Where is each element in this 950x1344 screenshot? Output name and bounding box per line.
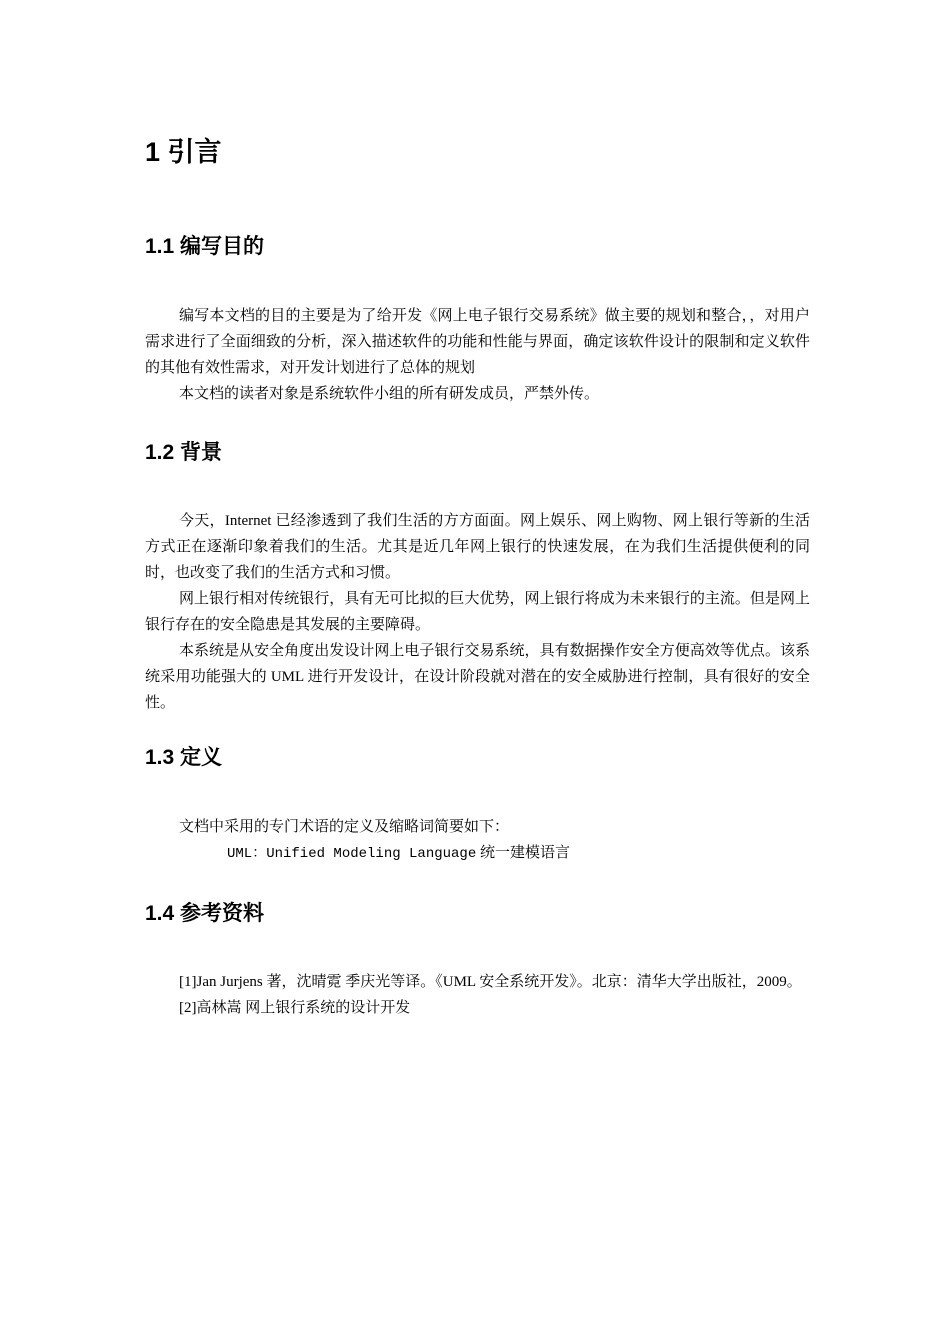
paragraph: 编写本文档的目的主要是为了给开发《网上电子银行交易系统》做主要的规划和整合，，对用户需求进行了全面细致的分析，深入描述软件的功能和性能与界面，确定该软件设计的限制和定义软件的其他有效性需求，对开发计划进行了总体的规划 [145,308,810,376]
definition-meaning: 统一建模语言 [480,845,571,861]
section-heading-references: 1.4 参考资料 [145,902,265,925]
section-body-purpose [145,303,810,407]
paragraph: 网上银行相对传统银行，具有无可比拟的巨大优势，网上银行将成为未来银行的主流。但是网上银行存在的安全隐患是其发展的主要障碍。 [145,591,810,633]
paragraph: 文档中采用的专门术语的定义及缩略词简要如下： [179,819,510,835]
paragraph: 今天，Internet 已经渗透到了我们生活的方方面面。网上娱乐、网上购物、网上银行等新的生活方式正在逐渐印象着我们的生活。尤其是近几年网上银行的快速发展，在为我们生活提供便利的同时，也改变了我们的生活方式和习惯。 [145,513,810,581]
section-body-background [145,508,810,716]
section-heading-definitions: 1.3 定义 [145,746,223,769]
section-heading-purpose: 1.1 编写目的 [145,235,265,258]
section-body-references [145,969,810,1021]
definition-term: UML：Unified Modeling Language [227,846,477,862]
paragraph: 本系统是从安全角度出发设计网上电子银行交易系统，具有数据操作安全方便高效等优点。该系统采用功能强大的 UML 进行开发设计，在设计阶段就对潜在的安全威胁进行控制，具有很好的安全性。 [145,643,810,711]
section-body-definitions [145,814,810,840]
chapter-title: 1 引言 [145,137,222,167]
reference-item: [1]Jan Jurjens 著，沈晴霓 季庆光等译。《UML 安全系统开发》。北京：清华大学出版社，2009。 [179,974,802,990]
definition-entry [227,840,570,867]
section-heading-background: 1.2 背景 [145,441,223,464]
reference-item: [2]高林嵩 网上银行系统的设计开发 [179,1000,411,1016]
paragraph: 本文档的读者对象是系统软件小组的所有研发成员，严禁外传。 [179,386,600,402]
